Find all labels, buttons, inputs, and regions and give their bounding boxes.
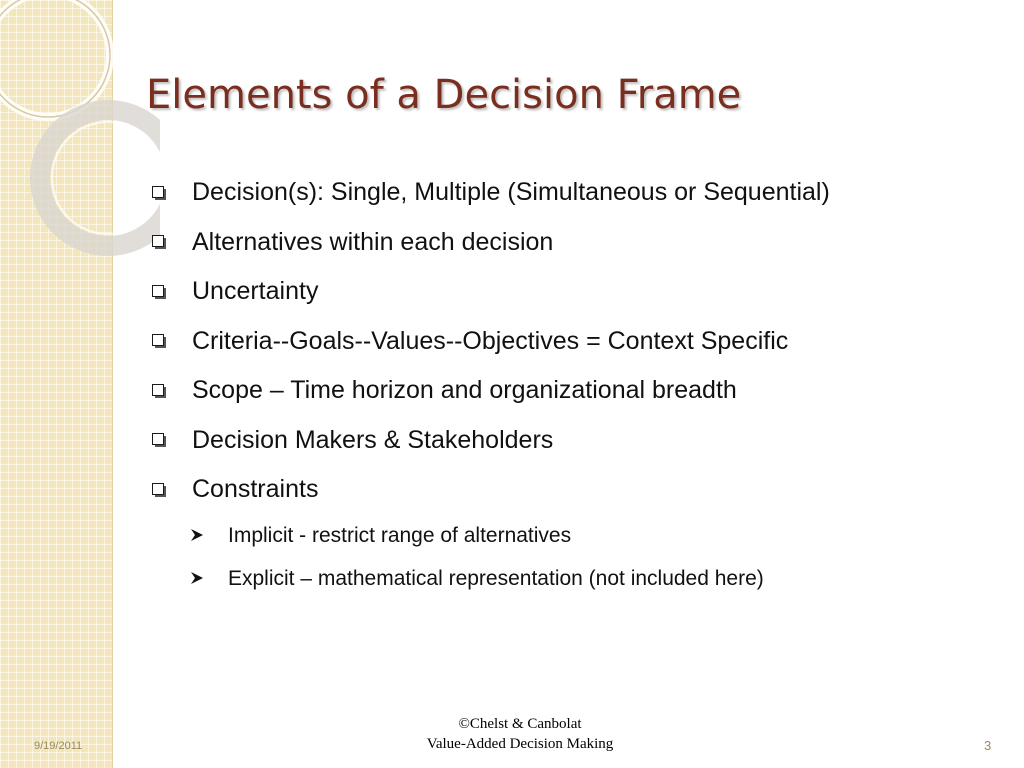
footer-course: Value-Added Decision Making (426, 736, 614, 752)
bullet-text: Scope – Time horizon and organizational breadth (192, 376, 737, 405)
bullet-item (150, 267, 1010, 317)
square-bullet-icon (152, 334, 166, 348)
arrow-bullet-icon (190, 569, 212, 590)
decor-circle-ring-inner (52, 122, 160, 234)
square-bullet-icon (152, 384, 166, 398)
slide-number: 3 (984, 738, 992, 753)
bullet-text: Uncertainty (192, 277, 319, 306)
decor-circle-large (0, 0, 110, 117)
bullet-item (150, 317, 1010, 367)
sub-bullet-item (190, 558, 1010, 601)
square-bullet-icon (152, 235, 166, 249)
bullet-item (150, 366, 1010, 416)
bullet-item (150, 465, 1010, 515)
bullet-text: Constraints (192, 475, 319, 504)
square-bullet-icon (152, 433, 166, 447)
bullet-text: Alternatives within each decision (192, 227, 554, 256)
footer-date: 9/19/2011 (34, 740, 83, 752)
bullet-item (150, 168, 1010, 218)
bullet-text: Decision Makers & Stakeholders (192, 425, 554, 454)
footer-copyright: ©Chelst & Canbolat (458, 716, 582, 732)
square-bullet-icon (152, 186, 166, 200)
bullet-text: Criteria--Goals--Values--Objectives = Context Specific (192, 326, 789, 355)
decorative-circles (0, 0, 160, 260)
sub-bullet-text: Explicit – mathematical representation (not included here) (228, 567, 764, 590)
decor-circle-ring (40, 110, 160, 246)
square-bullet-icon (152, 285, 166, 299)
bullet-item (150, 416, 1010, 466)
arrow-bullet-icon (190, 526, 212, 547)
square-bullet-icon (152, 483, 166, 497)
footer-credit (380, 714, 660, 754)
bullet-text: Decision(s): Single, Multiple (Simultaneous or Sequential) (192, 178, 830, 207)
sub-bullet-item (190, 515, 1010, 558)
sub-bullet-text: Implicit - restrict range of alternatives (228, 524, 572, 547)
bullet-item (150, 218, 1010, 268)
bullet-list (150, 168, 1010, 601)
slide-title: Elements of a Decision Frame (146, 72, 742, 118)
